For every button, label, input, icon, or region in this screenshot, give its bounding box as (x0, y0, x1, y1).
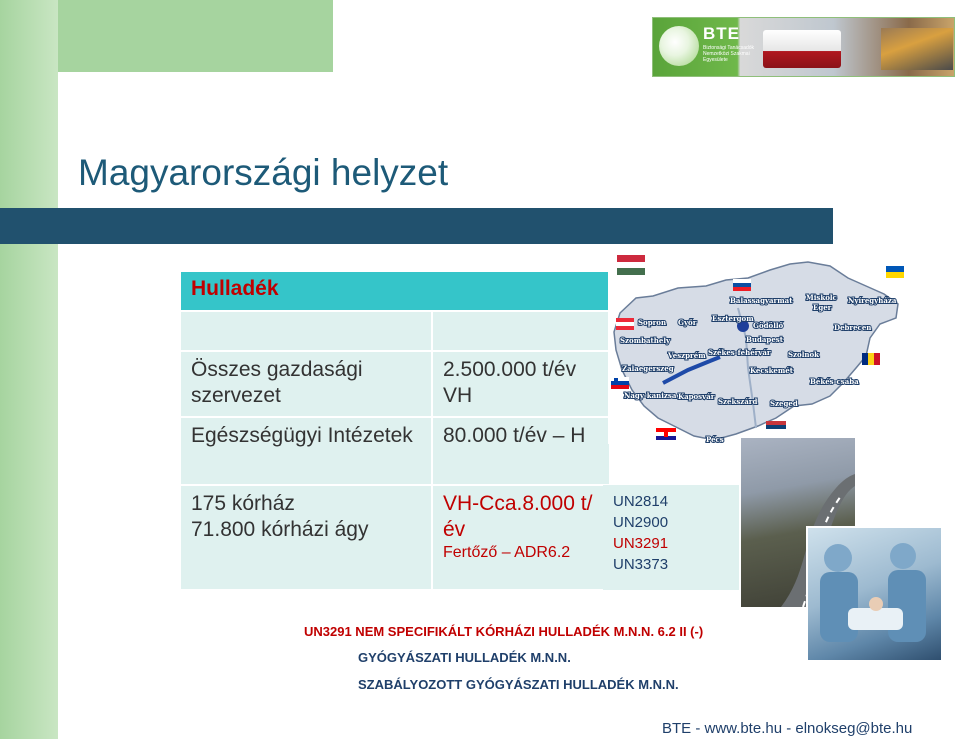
map-label: Nyíregyháza (848, 296, 897, 305)
serbia-flag-icon (766, 421, 786, 433)
map-label: Kaposvár (678, 392, 715, 401)
bte-logo (652, 17, 955, 77)
row-label: Összes gazdasági szervezet (180, 351, 432, 417)
un-codes-cell (603, 485, 739, 590)
note-regulated-waste: SZABÁLYOZOTT GYÓGYÁSZATI HULLADÉK M.N.N. (358, 677, 679, 692)
map-label: Gödöllő (753, 321, 784, 330)
map-label: Szombathely (620, 336, 671, 345)
table-header-cell: Hulladék (180, 271, 610, 311)
un-code: UN3291 (613, 535, 669, 552)
row-value: 80.000 t/év – H (432, 417, 610, 485)
map-label: Pécs (706, 435, 724, 444)
row-label (180, 485, 432, 590)
map-label: Veszprém (668, 351, 706, 360)
decorative-green-sidebar (0, 0, 58, 739)
map-label: Győr (678, 318, 697, 327)
map-label: Nagy-kanizsa (624, 391, 677, 400)
map-label: Szolnok (788, 350, 819, 359)
row-value-sub: Fertőző – ADR6.2 (443, 544, 571, 561)
map-label: Sopron (638, 318, 667, 327)
table-row (180, 417, 610, 485)
map-label: Balassagyarmat (730, 296, 793, 305)
note-un3291: UN3291 NEM SPECIFIKÁLT KÓRHÁZI HULLADÉK M.N.N. 6.2 II (-) (304, 624, 704, 639)
blank-cell (180, 311, 432, 351)
table-header-row (180, 271, 610, 311)
austria-flag-icon (616, 318, 634, 330)
map-label: Debrecen (834, 323, 872, 332)
romania-flag-icon (862, 353, 880, 365)
slovenia-flag-icon (611, 377, 629, 389)
row-value: 2.500.000 t/év VH (432, 351, 610, 417)
map-label: Eger (813, 303, 832, 312)
slovakia-flag-icon (733, 279, 751, 291)
logo-name: BTE (703, 24, 740, 43)
bed-count: 71.800 kórházi ágy (191, 518, 369, 541)
hungary-map (608, 258, 914, 444)
title-underline-bar (0, 208, 833, 244)
surgery-image (808, 528, 941, 660)
logo-subtitle: Biztonsági Tanácsadók Nemzetközi Szakmai Egyesülete (703, 45, 755, 63)
waste-table (179, 270, 611, 591)
row-label: Egészségügyi Intézetek (180, 417, 432, 485)
un-code: UN2900 (613, 514, 669, 531)
ukraine-flag-icon (886, 266, 904, 278)
map-label: Székes-fehérvár (708, 348, 771, 357)
table-blank-row (180, 311, 610, 351)
map-label: Szekszárd (718, 397, 758, 406)
map-label: Békés-csaba (810, 377, 859, 386)
hungary-flag-icon (617, 255, 645, 275)
bte-emblem-icon (659, 26, 699, 66)
map-label: Miskolc (806, 293, 837, 302)
map-label: Zalaegerszeg (622, 364, 674, 373)
table-row (180, 351, 610, 417)
blank-cell (432, 311, 610, 351)
truck-image (763, 30, 841, 68)
un-code: UN2814 (613, 493, 669, 510)
table-row (180, 485, 610, 590)
footer-contact: BTE - www.bte.hu - elnokseg@bte.hu (662, 720, 913, 737)
note-medical-waste: GYÓGYÁSZATI HULLADÉK M.N.N. (358, 650, 571, 665)
slide-title: Magyarországi helyzet (78, 152, 449, 193)
map-label: Esztergom (712, 314, 754, 323)
row-value-main: VH-Cca.8.000 t/év (443, 492, 593, 541)
map-label: Kecskemét (750, 366, 793, 375)
hospital-count: 175 kórház (191, 492, 295, 515)
train-image (881, 28, 953, 70)
un-code: UN3373 (613, 556, 669, 573)
map-label: Szeged (770, 399, 798, 408)
row-value (432, 485, 610, 590)
croatia-flag-icon (656, 428, 676, 440)
surgery-photo (806, 526, 943, 662)
map-label: Budapest (746, 335, 783, 344)
